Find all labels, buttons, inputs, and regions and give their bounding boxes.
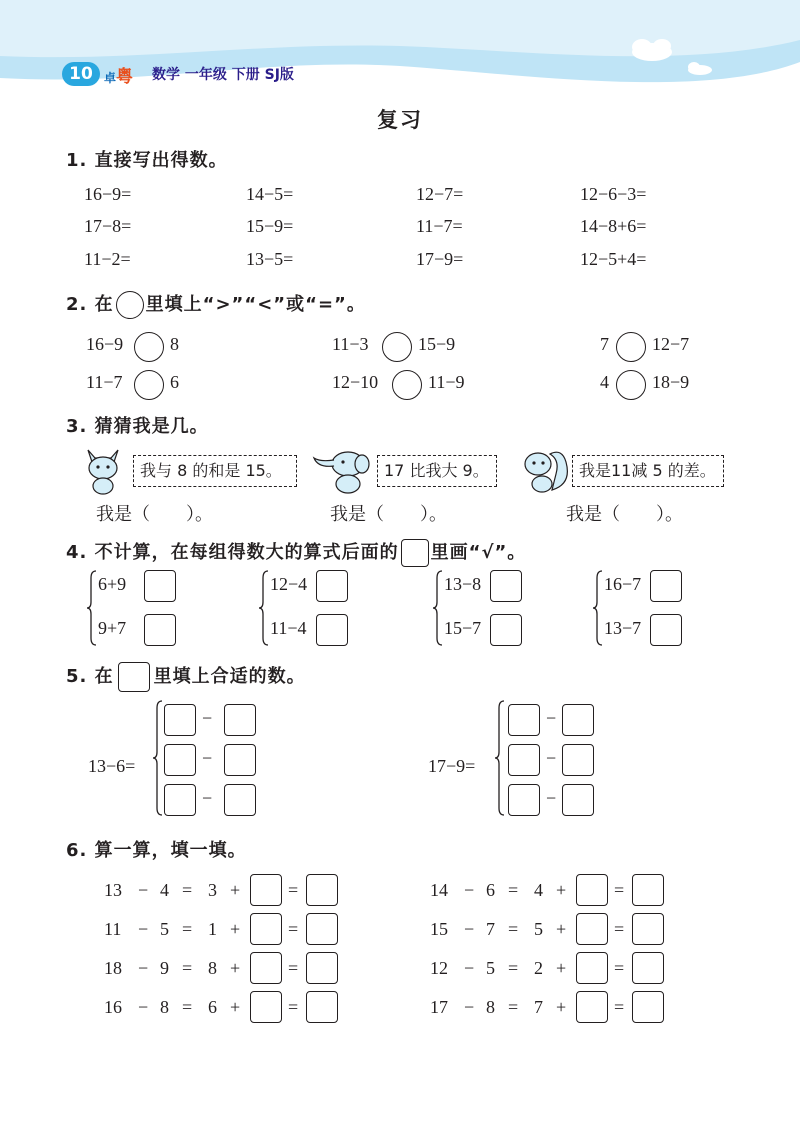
q6-eq: = [508, 958, 519, 978]
check-box[interactable] [316, 614, 348, 646]
answer-box[interactable] [562, 744, 594, 776]
q1-item: 11−7= [416, 216, 463, 236]
q6-b: 4 [160, 880, 169, 900]
fill-box[interactable] [576, 874, 608, 906]
fill-box[interactable] [576, 952, 608, 984]
circle-sample [116, 291, 144, 319]
q6-plus: + [230, 880, 241, 900]
q6-a: 18 [104, 958, 122, 978]
fill-box[interactable] [306, 874, 338, 906]
q5-heading-post: 里填上合适的数。 [153, 666, 306, 687]
q1-item: 11−2= [84, 249, 131, 269]
q6-eq2: = [614, 997, 625, 1017]
q6-op1: − [138, 919, 149, 939]
brand-logo [104, 62, 150, 87]
q6-eq: = [508, 880, 519, 900]
q6-op1: − [464, 958, 475, 978]
q6-eq2: = [288, 997, 299, 1017]
answer-box[interactable] [508, 744, 540, 776]
q6-heading: 6. 算一算，填一填。 [66, 840, 247, 861]
q1-item: 17−8= [84, 216, 132, 236]
check-box[interactable] [490, 614, 522, 646]
compare-right: 15−9 [418, 334, 456, 354]
q6-c: 1 [208, 919, 217, 939]
minus-sign: − [546, 788, 557, 808]
q6-c: 5 [534, 919, 543, 939]
q6-op1: − [138, 958, 149, 978]
q6-op1: − [464, 919, 475, 939]
answer-2: 我是（ ）。 [330, 504, 447, 525]
answer-box[interactable] [562, 784, 594, 816]
compare-circle[interactable] [616, 332, 646, 362]
q5-heading-pre: 5. 在 [66, 666, 114, 687]
fill-box[interactable] [632, 913, 664, 945]
q2-heading-post: 里填上“>”“<”或“=”。 [145, 294, 366, 315]
q6-c: 3 [208, 880, 217, 900]
split-brace [152, 700, 164, 816]
expr: 13−8 [444, 574, 482, 594]
compare-circle[interactable] [134, 370, 164, 400]
q6-b: 6 [486, 880, 495, 900]
expr: 11−4 [270, 618, 307, 638]
q6-c: 7 [534, 997, 543, 1017]
q6-eq: = [508, 919, 519, 939]
fill-box[interactable] [632, 952, 664, 984]
q6-a: 17 [430, 997, 448, 1017]
compare-left: 11−3 [332, 334, 369, 354]
answer-box[interactable] [164, 744, 196, 776]
q6-c: 6 [208, 997, 217, 1017]
q6-eq: = [182, 919, 193, 939]
brand-char-big: 粤 [116, 67, 134, 87]
compare-circle[interactable] [392, 370, 422, 400]
q1-item: 12−6−3= [580, 184, 647, 204]
compare-right: 18−9 [652, 372, 690, 392]
q6-eq2: = [288, 880, 299, 900]
minus-sign: − [546, 708, 557, 728]
q1-item: 12−7= [416, 184, 464, 204]
check-box[interactable] [650, 614, 682, 646]
q1-item: 17−9= [416, 249, 464, 269]
q5-right-expr: 17−9= [428, 756, 476, 776]
q4-heading-pre: 4. 不计算，在每组得数大的算式后面的 [66, 542, 399, 563]
fill-box[interactable] [632, 991, 664, 1023]
compare-right: 12−7 [652, 334, 690, 354]
q6-plus: + [230, 958, 241, 978]
fill-box[interactable] [306, 913, 338, 945]
q6-c: 4 [534, 880, 543, 900]
answer-box[interactable] [224, 744, 256, 776]
q6-plus: + [230, 997, 241, 1017]
q2-heading-pre: 2. 在 [66, 294, 114, 315]
minus-sign: − [202, 748, 213, 768]
q6-b: 5 [486, 958, 495, 978]
compare-left: 4 [600, 372, 609, 392]
q6-eq: = [182, 997, 193, 1017]
q6-eq2: = [288, 919, 299, 939]
check-box[interactable] [490, 570, 522, 602]
check-box[interactable] [650, 570, 682, 602]
compare-right: 11−9 [428, 372, 465, 392]
answer-box[interactable] [224, 784, 256, 816]
q6-a: 13 [104, 880, 122, 900]
q6-b: 8 [486, 997, 495, 1017]
compare-right: 6 [170, 372, 179, 392]
fill-box[interactable] [632, 874, 664, 906]
answer-box[interactable] [164, 784, 196, 816]
squirrel-icon [516, 444, 572, 496]
q6-eq2: = [288, 958, 299, 978]
q1-item: 14−8+6= [580, 216, 647, 236]
group-brace [592, 570, 604, 646]
q6-plus: + [230, 919, 241, 939]
book-title: 数学 一年级 下册 SJ版 [152, 67, 294, 83]
page-title: 复习 [377, 108, 423, 132]
q6-op1: − [464, 880, 475, 900]
fill-box[interactable] [576, 991, 608, 1023]
q6-a: 11 [104, 919, 122, 939]
check-box[interactable] [316, 570, 348, 602]
fill-box[interactable] [250, 991, 282, 1023]
q6-a: 15 [430, 919, 448, 939]
q5-heading [66, 662, 306, 692]
group-brace [432, 570, 444, 646]
q6-eq: = [182, 958, 193, 978]
expr: 15−7 [444, 618, 482, 638]
fill-box[interactable] [576, 913, 608, 945]
cat-icon [78, 446, 128, 496]
box-sample [118, 662, 150, 692]
minus-sign: − [202, 788, 213, 808]
q6-eq: = [508, 997, 519, 1017]
q6-eq: = [182, 880, 193, 900]
q6-plus: + [556, 880, 567, 900]
compare-right: 8 [170, 334, 179, 354]
q1-item: 16−9= [84, 184, 132, 204]
clue-1: 我与 8 的和是 15。 [133, 455, 297, 487]
answer-box[interactable] [164, 704, 196, 736]
q6-b: 9 [160, 958, 169, 978]
q6-a: 14 [430, 880, 448, 900]
fill-box[interactable] [250, 874, 282, 906]
q6-b: 8 [160, 997, 169, 1017]
q6-op1: − [138, 997, 149, 1017]
split-brace [494, 700, 506, 816]
q6-c: 8 [208, 958, 217, 978]
check-box[interactable] [144, 570, 176, 602]
answer-1: 我是（ ）。 [96, 504, 213, 525]
q6-a: 12 [430, 958, 448, 978]
q6-b: 7 [486, 919, 495, 939]
brand-char: 卓 [104, 71, 117, 85]
q6-b: 5 [160, 919, 169, 939]
q6-eq2: = [614, 958, 625, 978]
compare-left: 11−7 [86, 372, 123, 392]
q1-heading: 1. 直接写出得数。 [66, 150, 228, 171]
q6-a: 16 [104, 997, 122, 1017]
compare-circle[interactable] [382, 332, 412, 362]
q6-eq2: = [614, 880, 625, 900]
expr: 16−7 [604, 574, 642, 594]
q1-item: 12−5+4= [580, 249, 647, 269]
q3-heading: 3. 猜猜我是几。 [66, 416, 209, 437]
q1-item: 14−5= [246, 184, 294, 204]
q6-c: 2 [534, 958, 543, 978]
q6-plus: + [556, 958, 567, 978]
box-sample [401, 539, 429, 567]
minus-sign: − [202, 708, 213, 728]
expr: 6+9 [98, 574, 127, 594]
compare-circle[interactable] [134, 332, 164, 362]
compare-circle[interactable] [616, 370, 646, 400]
q6-op1: − [138, 880, 149, 900]
q1-item: 13−5= [246, 249, 294, 269]
compare-left: 16−9 [86, 334, 124, 354]
expr: 12−4 [270, 574, 308, 594]
q6-plus: + [556, 997, 567, 1017]
q2-heading [66, 290, 366, 319]
group-brace [86, 570, 98, 646]
fill-box[interactable] [250, 952, 282, 984]
group-brace [258, 570, 270, 646]
clue-3: 我是11减 5 的差。 [572, 455, 724, 487]
compare-left: 7 [600, 334, 609, 354]
answer-box[interactable] [508, 704, 540, 736]
compare-left: 12−10 [332, 372, 379, 392]
minus-sign: − [546, 748, 557, 768]
q6-plus: + [556, 919, 567, 939]
q4-heading [66, 538, 526, 567]
expr: 9+7 [98, 618, 127, 638]
clue-2: 17 比我大 9。 [377, 455, 497, 487]
answer-box[interactable] [508, 784, 540, 816]
fill-box[interactable] [306, 952, 338, 984]
fill-box[interactable] [250, 913, 282, 945]
fill-box[interactable] [306, 991, 338, 1023]
answer-box[interactable] [562, 704, 594, 736]
q6-eq2: = [614, 919, 625, 939]
check-box[interactable] [144, 614, 176, 646]
expr: 13−7 [604, 618, 642, 638]
q5-left-expr: 13−6= [88, 756, 136, 776]
q6-op1: − [464, 997, 475, 1017]
answer-box[interactable] [224, 704, 256, 736]
q1-item: 15−9= [246, 216, 294, 236]
q4-heading-post: 里画“√”。 [430, 542, 527, 563]
answer-3: 我是（ ）。 [566, 504, 683, 525]
elephant-icon [310, 446, 374, 496]
page-number: 10 [62, 62, 100, 86]
